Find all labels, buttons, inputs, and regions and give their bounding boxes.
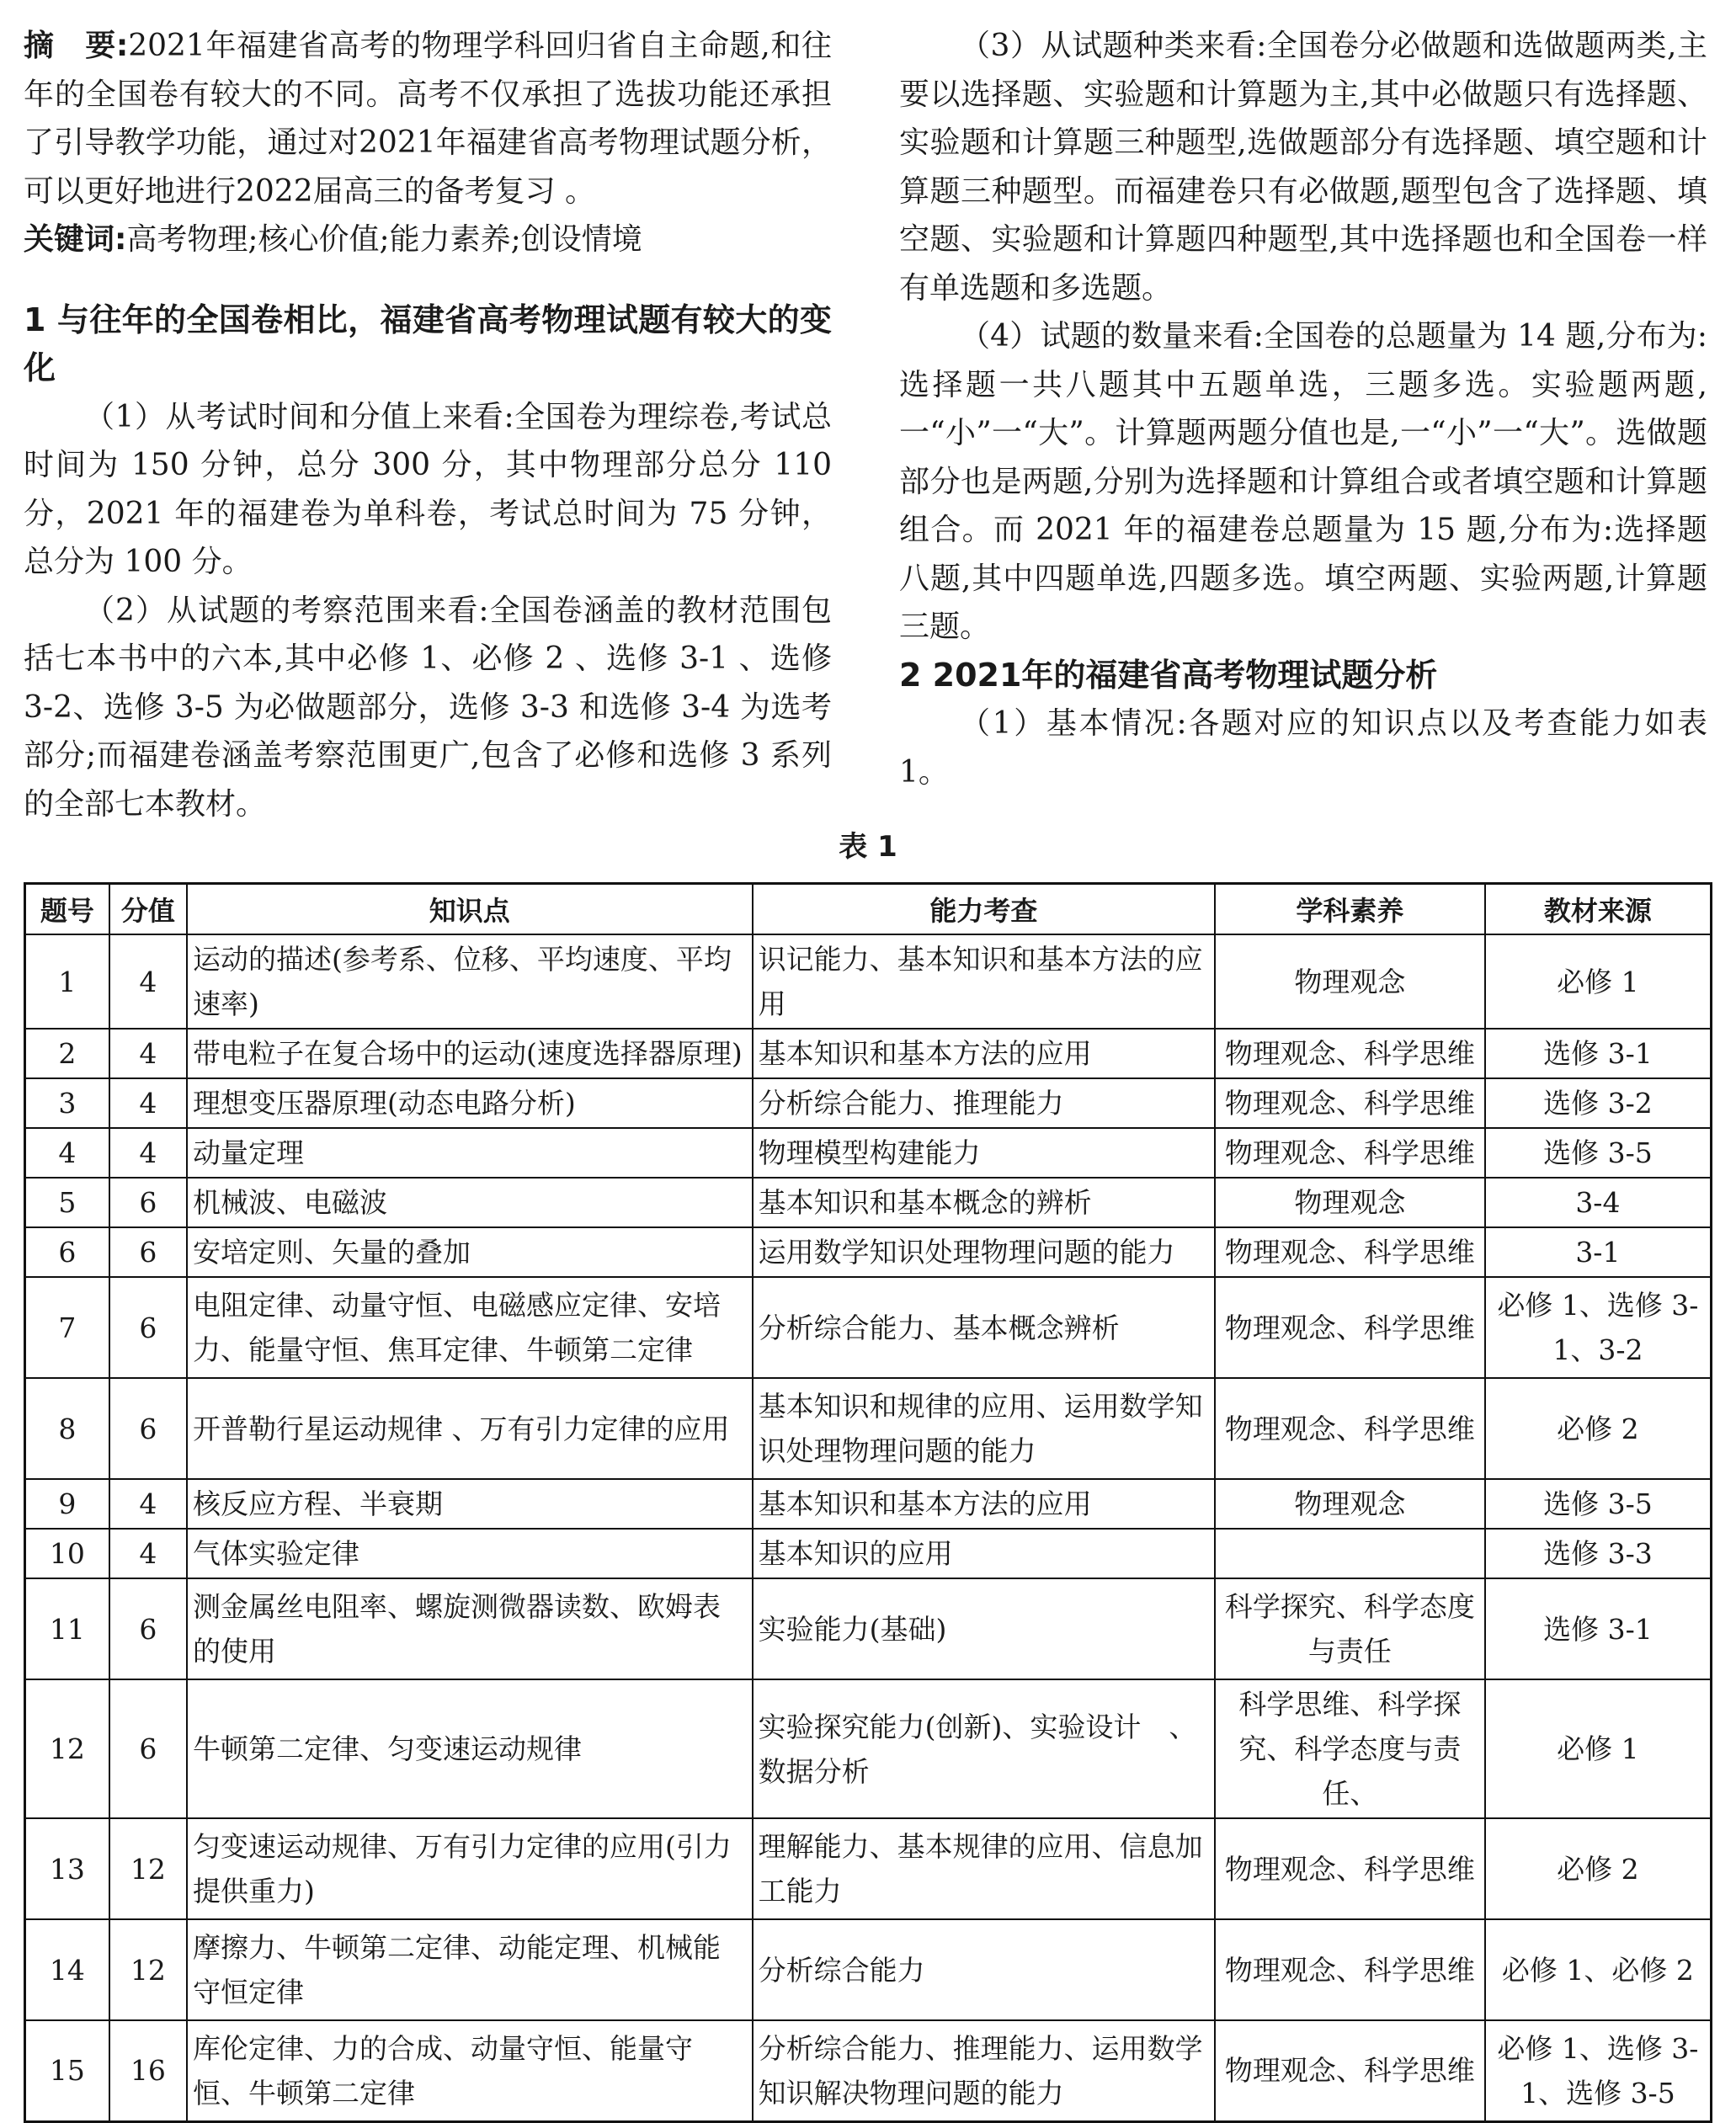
cell-number: 6 <box>25 1227 109 1277</box>
cell-score: 12 <box>109 1919 187 2020</box>
cell-knowledge: 牛顿第二定律、匀变速运动规律 <box>187 1679 753 1818</box>
left-column <box>24 22 832 828</box>
cell-score: 6 <box>109 1277 187 1378</box>
cell-source: 选修 3-5 <box>1485 1128 1712 1178</box>
header-literacy: 学科素养 <box>1215 884 1485 935</box>
cell-literacy: 物理观念 <box>1215 1479 1485 1529</box>
table-caption: 表 1 <box>839 830 897 864</box>
header-ability: 能力考查 <box>753 884 1215 935</box>
cell-score: 16 <box>109 2020 187 2121</box>
cell-source: 选修 3-5 <box>1485 1479 1712 1529</box>
table-row <box>25 1818 1712 1919</box>
cell-source: 选修 3-1 <box>1485 1578 1712 1679</box>
cell-literacy: 物理观念、科学思维 <box>1215 1818 1485 1919</box>
cell-knowledge: 运动的描述(参考系、位移、平均速度、平均速率) <box>187 934 753 1029</box>
cell-ability: 分析综合能力 <box>753 1919 1215 2020</box>
cell-number: 4 <box>25 1128 109 1178</box>
table-row <box>25 1529 1712 1578</box>
cell-literacy: 物理观念、科学思维 <box>1215 1277 1485 1378</box>
table-row <box>25 1378 1712 1479</box>
cell-number: 15 <box>25 2020 109 2121</box>
cell-score: 4 <box>109 1078 187 1128</box>
header-score: 分值 <box>109 884 187 935</box>
cell-ability: 实验能力(基础) <box>753 1578 1215 1679</box>
cell-ability: 分析综合能力、推理能力 <box>753 1078 1215 1128</box>
table-row <box>25 1128 1712 1178</box>
section2-heading: 2 2021年的福建省高考物理试题分析 <box>899 656 1438 694</box>
table-row <box>25 934 1712 1029</box>
cell-ability: 分析综合能力、推理能力、运用数学知识解决物理问题的能力 <box>753 2020 1215 2121</box>
abstract-text: 2021年福建省高考的物理学科回归省自主命题,和往年的全国卷有较大的不同。高考不仅承担了选拔功能还承担了引导教学功能，通过对2021年福建省高考物理试题分析，可以更好地进行2022届高三的备考复习 。 <box>24 29 832 209</box>
abstract <box>24 22 832 215</box>
cell-ability: 基本知识和基本概念的辨析 <box>753 1178 1215 1227</box>
cell-knowledge: 气体实验定律 <box>187 1529 753 1578</box>
cell-literacy: 科学思维、科学探究、科学态度与责任、 <box>1215 1679 1485 1818</box>
cell-score: 4 <box>109 1128 187 1178</box>
cell-number: 12 <box>25 1679 109 1818</box>
cell-ability: 基本知识和基本方法的应用 <box>753 1029 1215 1078</box>
cell-literacy: 物理观念、科学思维 <box>1215 1378 1485 1479</box>
section1-paragraph-2: （2）从试题的考察范围来看:全国卷涵盖的教材范围包括七本书中的六本,其中必修 1、必修 2 、选修 3-1 、选修 3-2、选修 3-5 为必做题部分，选修 3-3 和选修 3-4 为选考部分;而福建卷涵盖考察范围更广,包含了必修和选修 3 系列的全部七本教材。 <box>24 593 832 822</box>
cell-score: 6 <box>109 1227 187 1277</box>
section2-paragraph-1: （1）基本情况:各题对应的知识点以及考查能力如表 1。 <box>899 706 1707 790</box>
cell-knowledge: 测金属丝电阻率、螺旋测微器读数、欧姆表的使用 <box>187 1578 753 1679</box>
keywords-label: 关键词: <box>24 222 127 257</box>
cell-source: 3-4 <box>1485 1178 1712 1227</box>
cell-source: 选修 3-1 <box>1485 1029 1712 1078</box>
table-row <box>25 2020 1712 2121</box>
table-row <box>25 1227 1712 1277</box>
cell-literacy <box>1215 1529 1485 1578</box>
table-row <box>25 1178 1712 1227</box>
cell-source: 必修 2 <box>1485 1378 1712 1479</box>
table-row <box>25 1029 1712 1078</box>
cell-score: 4 <box>109 934 187 1029</box>
cell-number: 13 <box>25 1818 109 1919</box>
keywords-text: 高考物理;核心价值;能力素养;创设情境 <box>126 222 642 257</box>
cell-literacy: 物理观念、科学思维 <box>1215 1919 1485 2020</box>
cell-number: 2 <box>25 1029 109 1078</box>
spacer <box>24 264 832 296</box>
cell-number: 9 <box>25 1479 109 1529</box>
cell-number: 1 <box>25 934 109 1029</box>
cell-source: 3-1 <box>1485 1227 1712 1277</box>
cell-ability: 理解能力、基本规律的应用、信息加工能力 <box>753 1818 1215 1919</box>
cell-literacy: 物理观念、科学思维 <box>1215 2020 1485 2121</box>
cell-source: 必修 1、选修 3-1、3-2 <box>1485 1277 1712 1378</box>
table-row <box>25 1919 1712 2020</box>
cell-ability: 物理模型构建能力 <box>753 1128 1215 1178</box>
cell-source: 必修 1、必修 2 <box>1485 1919 1712 2020</box>
table-row <box>25 1679 1712 1818</box>
cell-literacy: 物理观念 <box>1215 934 1485 1029</box>
cell-knowledge: 电阻定律、动量守恒、电磁感应定律、安培力、能量守恒、焦耳定律、牛顿第二定律 <box>187 1277 753 1378</box>
cell-ability: 运用数学知识处理物理问题的能力 <box>753 1227 1215 1277</box>
cell-source: 必修 1、选修 3-1、选修 3-5 <box>1485 2020 1712 2121</box>
cell-knowledge: 理想变压器原理(动态电路分析) <box>187 1078 753 1128</box>
header-knowledge: 知识点 <box>187 884 753 935</box>
cell-ability: 实验探究能力(创新)、实验设计 、数据分析 <box>753 1679 1215 1818</box>
cell-score: 6 <box>109 1178 187 1227</box>
cell-literacy: 物理观念、科学思维 <box>1215 1078 1485 1128</box>
cell-number: 10 <box>25 1529 109 1578</box>
cell-knowledge: 库伦定律、力的合成、动量守恒、能量守恒、牛顿第二定律 <box>187 2020 753 2121</box>
cell-literacy: 物理观念、科学思维 <box>1215 1029 1485 1078</box>
keywords <box>24 215 832 264</box>
cell-number: 11 <box>25 1578 109 1679</box>
cell-score: 6 <box>109 1679 187 1818</box>
header-number: 题号 <box>25 884 109 935</box>
cell-ability: 基本知识和基本方法的应用 <box>753 1479 1215 1529</box>
cell-knowledge: 核反应方程、半衰期 <box>187 1479 753 1529</box>
cell-ability: 分析综合能力、基本概念辨析 <box>753 1277 1215 1378</box>
cell-knowledge: 带电粒子在复合场中的运动(速度选择器原理) <box>187 1029 753 1078</box>
table-header-row <box>25 884 1712 935</box>
cell-knowledge: 开普勒行星运动规律 、万有引力定律的应用 <box>187 1378 753 1479</box>
abstract-label: 摘 要: <box>24 29 129 63</box>
cell-ability: 识记能力、基本知识和基本方法的应用 <box>753 934 1215 1029</box>
cell-score: 4 <box>109 1529 187 1578</box>
cell-knowledge: 安培定则、矢量的叠加 <box>187 1227 753 1277</box>
cell-score: 12 <box>109 1818 187 1919</box>
cell-literacy: 物理观念、科学思维 <box>1215 1128 1485 1178</box>
cell-source: 选修 3-3 <box>1485 1529 1712 1578</box>
section1-heading: 1 与往年的全国卷相比，福建省高考物理试题有较大的变化 <box>24 301 832 386</box>
table-row <box>25 1277 1712 1378</box>
cell-ability: 基本知识的应用 <box>753 1529 1215 1578</box>
table-row <box>25 1479 1712 1529</box>
cell-ability: 基本知识和规律的应用、运用数学知识处理物理问题的能力 <box>753 1378 1215 1479</box>
cell-number: 14 <box>25 1919 109 2020</box>
knowledge-table <box>24 882 1712 2123</box>
cell-source: 必修 1 <box>1485 1679 1712 1818</box>
table-row <box>25 1578 1712 1679</box>
cell-score: 4 <box>109 1029 187 1078</box>
cell-knowledge: 摩擦力、牛顿第二定律、动能定理、机械能守恒定律 <box>187 1919 753 2020</box>
header-source: 教材来源 <box>1485 884 1712 935</box>
cell-source: 必修 1 <box>1485 934 1712 1029</box>
cell-literacy: 物理观念 <box>1215 1178 1485 1227</box>
cell-literacy: 物理观念、科学思维 <box>1215 1227 1485 1277</box>
right-column <box>899 22 1707 796</box>
section1-paragraph-1: （1）从考试时间和分值上来看:全国卷为理综卷,考试总时间为 150 分钟，总分 300 分，其中物理部分总分 110 分，2021 年的福建卷为单科卷，考试总时间为 75 分钟，总分为 100 分。 <box>24 399 832 579</box>
section1-paragraph-3: （3）从试题种类来看:全国卷分必做题和选做题两类,主要以选择题、实验题和计算题为主,其中必做题只有选择题、实验题和计算题三种题型,选做题部分有选择题、填空题和计算题三种题型。而福建卷只有必做题,题型包含了选择题、填空题、实验题和计算题四种题型,其中选择题也和全国卷一样有单选题和多选题。 <box>899 29 1707 306</box>
cell-source: 选修 3-2 <box>1485 1078 1712 1128</box>
cell-score: 6 <box>109 1378 187 1479</box>
cell-source: 必修 2 <box>1485 1818 1712 1919</box>
cell-number: 8 <box>25 1378 109 1479</box>
section1-paragraph-4: （4）试题的数量来看:全国卷的总题量为 14 题,分布为:选择题一共八题其中五题单选，三题多选。实验题两题,一“小”一“大”。计算题两题分值也是,一“小”一“大”。选做题部分也是两题,分别为选择题和计算组合或者填空题和计算题组合。而 2021 年的福建卷总题量为 15 题,分布为:选择题八题,其中四题单选,四题多选。填空两题、实验两题,计算题三题。 <box>899 319 1707 644</box>
cell-literacy: 科学探究、科学态度与责任 <box>1215 1578 1485 1679</box>
cell-knowledge: 机械波、电磁波 <box>187 1178 753 1227</box>
cell-number: 5 <box>25 1178 109 1227</box>
cell-score: 4 <box>109 1479 187 1529</box>
cell-number: 3 <box>25 1078 109 1128</box>
cell-score: 6 <box>109 1578 187 1679</box>
cell-knowledge: 匀变速运动规律、万有引力定律的应用(引力提供重力) <box>187 1818 753 1919</box>
cell-knowledge: 动量定理 <box>187 1128 753 1178</box>
table-row <box>25 1078 1712 1128</box>
cell-number: 7 <box>25 1277 109 1378</box>
